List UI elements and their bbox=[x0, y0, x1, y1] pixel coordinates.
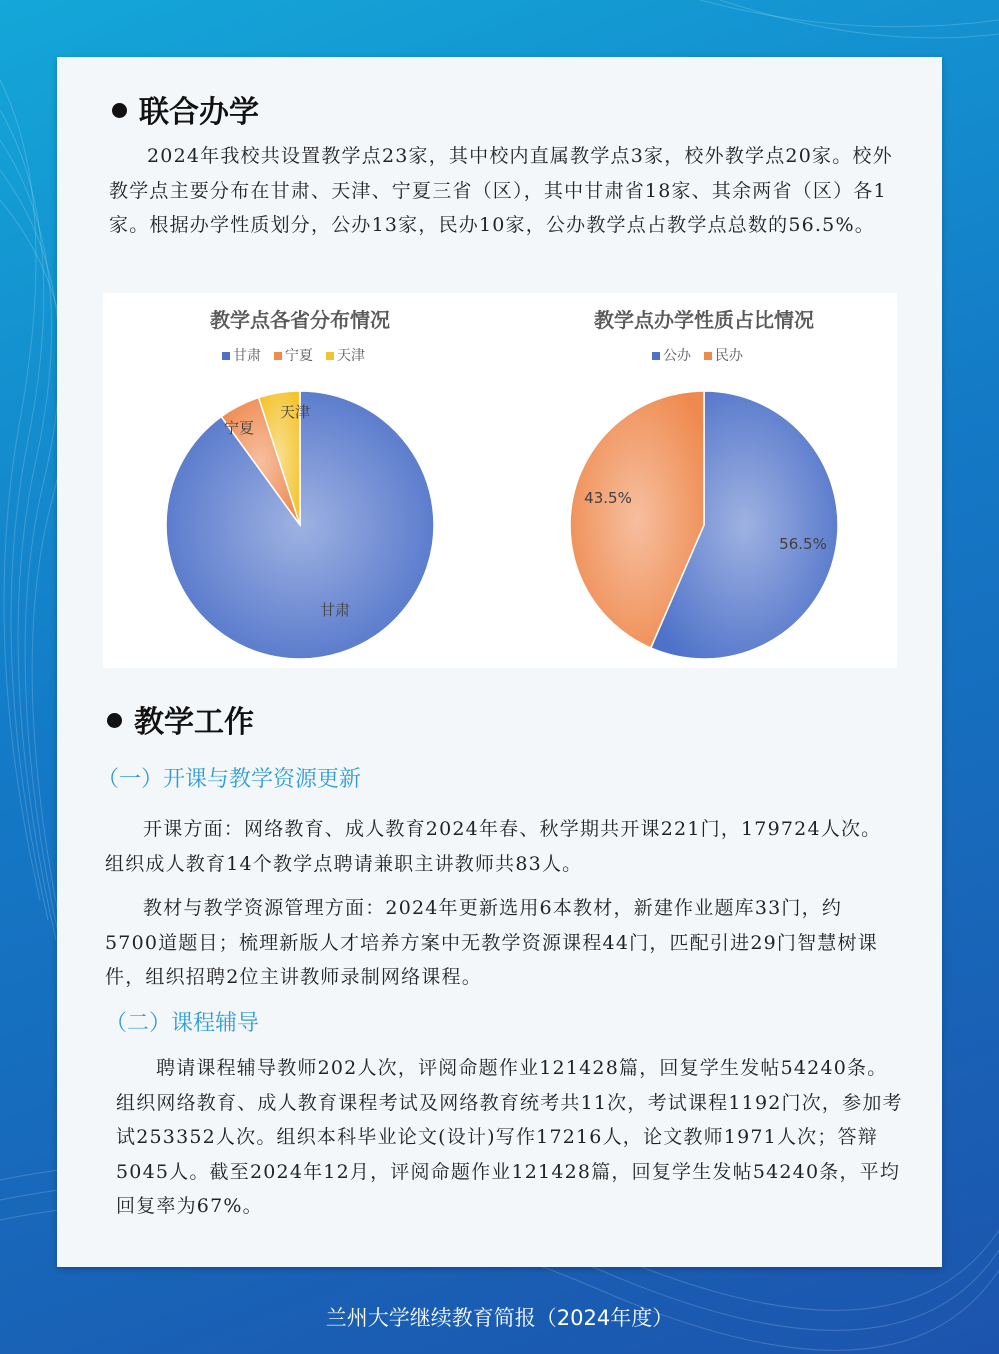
legend-swatch bbox=[652, 352, 660, 360]
legend-label: 公办 bbox=[663, 348, 691, 364]
data-label: 56.5% bbox=[779, 535, 827, 553]
subsection-title-courses: （一）开课与教学资源更新 bbox=[97, 767, 362, 792]
data-label: 天津 bbox=[279, 403, 311, 421]
bullet-icon bbox=[107, 713, 122, 728]
charts-panel bbox=[103, 293, 897, 668]
data-label: 甘肃 bbox=[319, 601, 351, 619]
section-heading-teaching-work bbox=[107, 697, 254, 741]
legend-swatch bbox=[326, 352, 334, 360]
legend-label: 民办 bbox=[715, 348, 743, 364]
legend-swatch bbox=[222, 352, 230, 360]
courses-paragraph-1: 开课方面：网络教育、成人教育2024年春、秋学期共开课221门，179724人次。组织成人教育14个教学点聘请兼职主讲教师共83人。 bbox=[105, 818, 882, 875]
footer-title: 兰州大学继续教育简报（2024年度） bbox=[325, 1306, 674, 1330]
section-title: 教学工作 bbox=[134, 705, 254, 740]
content-card bbox=[57, 57, 942, 1267]
legend-swatch bbox=[274, 352, 282, 360]
data-label: 宁夏 bbox=[223, 419, 255, 437]
courses-paragraph-2: 教材与教学资源管理方面：2024年更新选用6本教材，新建作业题库33门，约5700道题目；梳理新版人才培养方案中无教学资源课程44门，匹配引进29门智慧树课件，组织招聘2位主讲教师录制网络课程。 bbox=[105, 897, 878, 988]
legend-label: 天津 bbox=[337, 348, 365, 364]
legend-label: 甘肃 bbox=[233, 348, 261, 364]
section-title: 联合办学 bbox=[139, 95, 259, 130]
pie-charts bbox=[103, 293, 897, 668]
joint-education-paragraph: 2024年我校共设置教学点23家，其中校内直属教学点3家，校外教学点20家。校外教学点主要分布在甘肃、天津、宁夏三省（区），其中甘肃省18家、其余两省（区）各1家。根据办学性质划分，公办13家，民办10家，公办教学点占教学点总数的56.5%。 bbox=[109, 145, 893, 236]
data-label: 43.5% bbox=[584, 489, 632, 507]
subsection-title-tutoring: （二）课程辅导 bbox=[105, 1011, 260, 1036]
section-heading-joint-education bbox=[112, 87, 259, 131]
chart-title: 教学点办学性质占比情况 bbox=[594, 308, 814, 332]
tutoring-paragraph: 聘请课程辅导教师202人次，评阅命题作业121428篇，回复学生发帖54240条。组织网络教育、成人教育课程考试及网络教育统考共11次，考试课程1192门次，参加考试253352人次。组织本科毕业论文(设计)写作17216人，论文教师1971人次；答辩5045人。截至2024年12月，评阅命题作业121428篇，回复学生发帖54240条，平均回复率为67%。 bbox=[116, 1057, 903, 1217]
legend-label: 宁夏 bbox=[285, 348, 313, 364]
bullet-icon bbox=[112, 103, 127, 118]
legend-swatch bbox=[704, 352, 712, 360]
chart-title: 教学点各省分布情况 bbox=[210, 308, 390, 332]
